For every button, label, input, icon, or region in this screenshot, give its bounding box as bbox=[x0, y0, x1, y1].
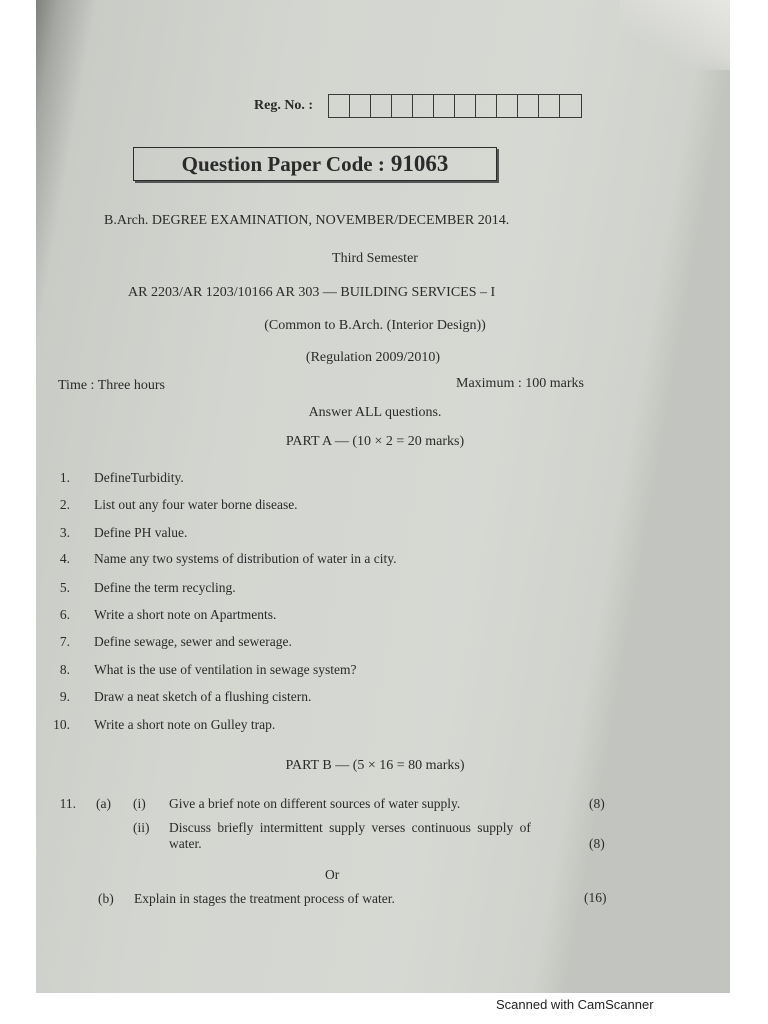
reg-no-digit-box bbox=[455, 95, 476, 117]
instruction: Answer ALL questions. bbox=[308, 405, 442, 420]
part-a-question-text: Define PH value. bbox=[94, 525, 188, 540]
part-a-question-number: 4. bbox=[59, 551, 70, 566]
reg-no-digit-box bbox=[539, 95, 560, 117]
part-a-question-number: 9. bbox=[59, 689, 70, 704]
part-a-question-text: Write a short note on Apartments. bbox=[94, 607, 277, 622]
reg-no-digit-box bbox=[413, 95, 434, 117]
part-a-question-number: 5. bbox=[59, 580, 70, 595]
q11-a-ii-text-line1: Discuss briefly intermittent supply verses continuous supply of bbox=[169, 820, 531, 835]
page-corner-fold bbox=[620, 0, 730, 70]
q11-or: Or bbox=[325, 867, 340, 882]
part-b-heading: PART B — (5 × 16 = 80 marks) bbox=[285, 758, 465, 773]
part-a-question-number: 7. bbox=[59, 634, 70, 649]
q11-a-ii-marks: (8) bbox=[589, 836, 605, 851]
part-a-question-text: Draw a neat sketch of a flushing cistern. bbox=[94, 689, 312, 704]
part-a-question-text: Write a short note on Gulley trap. bbox=[94, 717, 276, 732]
part-a-question-number: 3. bbox=[59, 525, 70, 540]
reg-no-digit-box bbox=[434, 95, 455, 117]
q11-a-i-label: (i) bbox=[133, 796, 146, 811]
q11-a-label: (a) bbox=[96, 796, 111, 811]
reg-no-digit-box bbox=[371, 95, 392, 117]
reg-no-digit-box bbox=[476, 95, 497, 117]
reg-no-digit-box bbox=[329, 95, 350, 117]
q11-b-marks: (16) bbox=[584, 890, 607, 905]
reg-no-label: Reg. No. : bbox=[254, 98, 314, 113]
reg-no-digit-box bbox=[392, 95, 413, 117]
part-a-question-text: Name any two systems of distribution of water in a city. bbox=[94, 551, 397, 566]
part-a-question-number: 2. bbox=[59, 497, 70, 512]
q11-a-ii-text-line2: water. bbox=[169, 836, 202, 851]
part-a-question-text: Define sewage, sewer and sewerage. bbox=[94, 634, 292, 649]
exam-title: B.Arch. DEGREE EXAMINATION, NOVEMBER/DECEMBER 2014. bbox=[104, 213, 510, 228]
part-a-question-number: 10. bbox=[53, 717, 70, 732]
q11-a-i-marks: (8) bbox=[589, 796, 605, 811]
part-a-question-number: 1. bbox=[59, 470, 70, 485]
q11-a-i-text: Give a brief note on different sources of water supply. bbox=[169, 796, 461, 811]
common-to: (Common to B.Arch. (Interior Design)) bbox=[264, 318, 486, 333]
part-a-question-number: 6. bbox=[59, 607, 70, 622]
regulation: (Regulation 2009/2010) bbox=[305, 350, 441, 365]
part-a-question-text: Define the term recycling. bbox=[94, 580, 236, 595]
part-a-heading: PART A — (10 × 2 = 20 marks) bbox=[285, 434, 465, 449]
part-a-question-text: What is the use of ventilation in sewage system? bbox=[94, 662, 357, 677]
reg-no-boxes bbox=[328, 94, 582, 118]
q11-number: 11. bbox=[59, 796, 76, 811]
reg-no-digit-box bbox=[350, 95, 371, 117]
scanned-page bbox=[36, 0, 730, 993]
reg-no-digit-box bbox=[560, 95, 581, 117]
maximum-marks: Maximum : 100 marks bbox=[456, 376, 584, 391]
semester: Third Semester bbox=[332, 251, 418, 266]
question-paper-code-box bbox=[133, 147, 497, 181]
part-a-question-text: DefineTurbidity. bbox=[94, 470, 184, 485]
q11-a-ii-label: (ii) bbox=[133, 820, 150, 835]
q11-b-label: (b) bbox=[98, 891, 114, 906]
q11-b-text: Explain in stages the treatment process of water. bbox=[134, 891, 395, 906]
reg-no-digit-box bbox=[518, 95, 539, 117]
scanner-watermark: Scanned with CamScanner bbox=[496, 997, 654, 1012]
reg-no-digit-box bbox=[497, 95, 518, 117]
paper-code-number: 91063 bbox=[390, 151, 449, 176]
subject-title: AR 2203/AR 1203/10166 AR 303 — BUILDING SERVICES – I bbox=[128, 285, 496, 300]
part-a-question-number: 8. bbox=[59, 662, 70, 677]
part-a-question-text: List out any four water borne disease. bbox=[94, 497, 298, 512]
paper-code-label: Question Paper Code : bbox=[181, 151, 385, 176]
time-duration: Time : Three hours bbox=[58, 378, 165, 393]
